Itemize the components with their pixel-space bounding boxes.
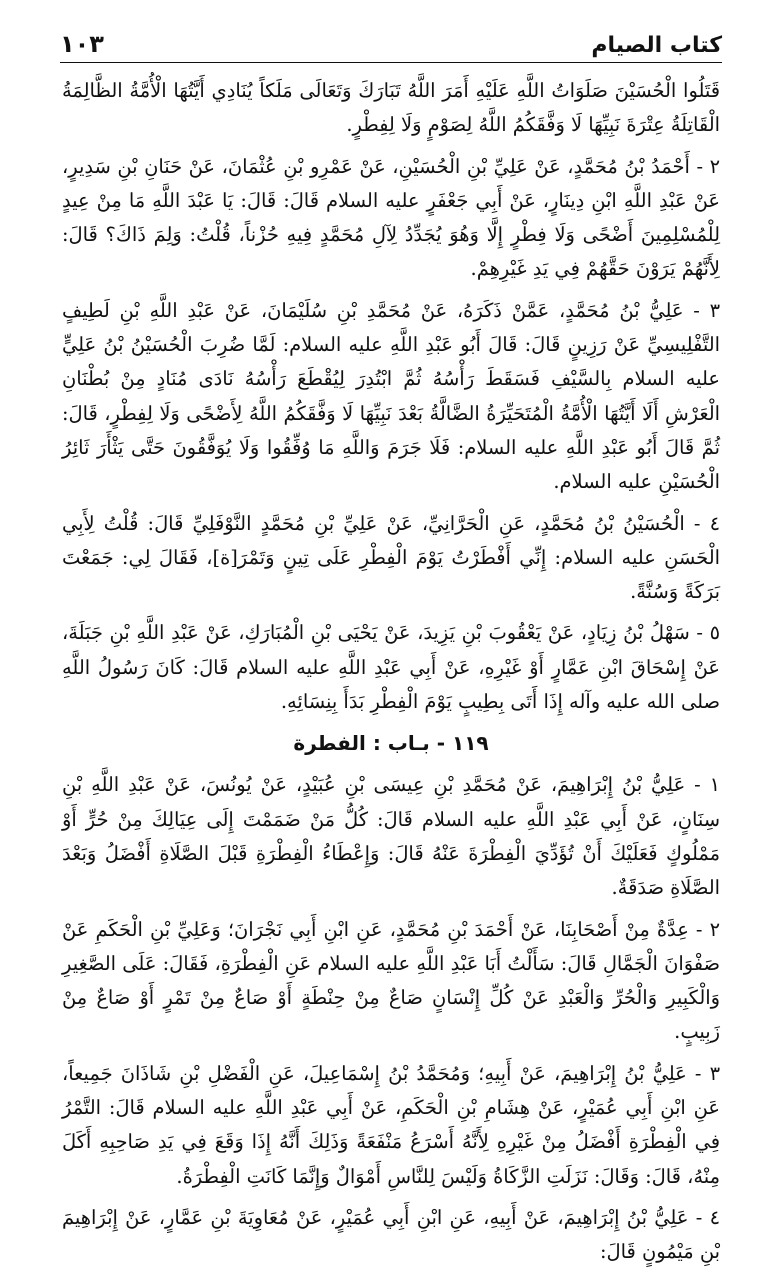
page-number: ١٠٣	[60, 30, 104, 58]
header-rule	[60, 62, 722, 63]
page-body	[62, 74, 720, 1277]
hadith-paragraph: ١ - عَلِيُّ بْنُ إِبْرَاهِيمَ، عَنْ مُحَمَّدِ بْنِ عِيسَى بْنِ عُبَيْدٍ، عَنْ يُونُسَ، عَنْ عَبْدِ اللَّهِ بْنِ سِنَانٍ، عَنْ أَبِي عَبْدِ اللَّهِ عليه السلام قَالَ: كُلُّ مَنْ ضَمَمْتَ إِلَى عِيَالِكَ مِنْ حُرٍّ أَوْ مَمْلُوكٍ فَعَلَيْكَ أَنْ تُؤَدِّيَ الْفِطْرَةَ عَنْهُ قَالَ: وَإِعْطَاءُ الْفِطْرَةِ قَبْلَ الصَّلَاةِ أَفْضَلُ وَبَعْدَ الصَّلَاةِ صَدَقَةٌ.	[62, 773, 720, 900]
hadith-paragraph: ٤ - الْحُسَيْنُ بْنُ مُحَمَّدٍ، عَنِ الْحَرَّانِيِّ، عَنْ عَلِيِّ بْنِ مُحَمَّدٍ النَّوْفَلِيِّ قَالَ: قُلْتُ لِأَبِي الْحَسَنِ عليه السلام: إِنِّي أَفْطَرْتُ يَوْمَ الْفِطْرِ عَلَى تِينٍ وَتَمْرَ[ة]، فَقَالَ لِي: جَمَعْتَ بَرَكَةً وَسُنَّةً.	[62, 511, 720, 604]
hadith-paragraph: ٣ - عَلِيُّ بْنُ مُحَمَّدٍ، عَمَّنْ ذَكَرَهُ، عَنْ مُحَمَّدِ بْنِ سُلَيْمَانَ، عَنْ عَبْدِ اللَّهِ بْنِ لَطِيفٍ التَّفْلِيسِيِّ عَنْ رَزِينٍ قَالَ: قَالَ أَبُو عَبْدِ اللَّهِ عليه السلام: لَمَّا ضُرِبَ الْحُسَيْنُ بْنُ عَلِيٍّ عليه السلام بِالسَّيْفِ فَسَقَطَ رَأْسُهُ ثُمَّ ابْتُدِرَ لِيُقْطَعَ رَأْسُهُ نَادَى مُنَادٍ مِنْ بُطْنَانِ الْعَرْشِ أَلَا أَيَّتُهَا الْأُمَّةُ الْمُتَحَيِّرَةُ الضَّالَّةُ بَعْدَ نَبِيِّهَا لَا وَفَّقَكُمُ اللَّهُ لِأَضْحًى وَلَا لِفِطْرٍ، قَالَ: ثُمَّ قَالَ أَبُو عَبْدِ اللَّهِ عليه السلام: فَلَا جَرَمَ وَاللَّهِ مَا وُفِّقُوا وَلَا يُوَفَّقُونَ حَتَّى يَثْأَرَ ثَائِرُ الْحُسَيْنِ عليه السلام.	[62, 298, 720, 494]
hadith-paragraph: ٢ - عِدَّةٌ مِنْ أَصْحَابِنَا، عَنْ أَحْمَدَ بْنِ مُحَمَّدٍ، عَنِ ابْنِ أَبِي نَجْرَانَ؛ وَعَلِيِّ بْنِ الْحَكَمِ عَنْ صَفْوَانَ الْجَمَّالِ قَالَ: سَأَلْتُ أَبَا عَبْدِ اللَّهِ عليه السلام عَنِ الْفِطْرَةِ، فَقَالَ: عَلَى الصَّغِيرِ وَالْكَبِيرِ وَالْحُرِّ وَالْعَبْدِ عَنْ كُلِّ إِنْسَانٍ صَاعٌ مِنْ حِنْطَةٍ أَوْ صَاعٌ مِنْ تَمْرٍ أَوْ صَاعٌ مِنْ زَبِيبٍ.	[62, 917, 720, 1044]
hadith-paragraph: قَتَلُوا الْحُسَيْنَ صَلَوَاتُ اللَّهِ عَلَيْهِ أَمَرَ اللَّهُ تَبَارَكَ وَتَعَالَى مَلَكاً يُنَادِي أَيَّتُهَا الْأُمَّةُ الظَّالِمَةُ الْقَاتِلَةُ عِتْرَةَ نَبِيِّهَا لَا وَفَّقَكُمُ اللَّهُ لِصَوْمٍ وَلَا لِفِطْرٍ.	[62, 79, 720, 137]
hadith-paragraph: ٢ - أَحْمَدُ بْنُ مُحَمَّدٍ، عَنْ عَلِيِّ بْنِ الْحُسَيْنِ، عَنْ عَمْرِو بْنِ عُثْمَانَ، عَنْ حَنَانِ بْنِ سَدِيرٍ، عَنْ عَبْدِ اللَّهِ ابْنِ دِينَارٍ، عَنْ أَبِي جَعْفَرٍ عليه السلام قَالَ: قَالَ: يَا عَبْدَ اللَّهِ مَا مِنْ عِيدٍ لِلْمُسْلِمِينَ أَضْحًى وَلَا فِطْرٍ إِلَّا وَهُوَ يُجَدِّدُ لِآلِ مُحَمَّدٍ فِيهِ حُزْناً، قُلْتُ: وَلِمَ ذَاكَ؟ قَالَ: لِأَنَّهُمْ يَرَوْنَ حَقَّهُمْ فِي يَدِ غَيْرِهِمْ.	[62, 154, 720, 281]
book-title: كتاب الصيام	[591, 33, 722, 58]
chapter-heading: ١١٩ - بـاب : الفطرة	[293, 731, 489, 756]
hadith-paragraph: ٥ - سَهْلُ بْنُ زِيَادٍ، عَنْ يَعْقُوبَ بْنِ يَزِيدَ، عَنْ يَحْيَى بْنِ الْمُبَارَكِ، عَنْ عَبْدِ اللَّهِ بْنِ جَبَلَةَ، عَنْ إِسْحَاقَ ابْنِ عَمَّارٍ أَوْ غَيْرِهِ، عَنْ أَبِي عَبْدِ اللَّهِ عليه السلام قَالَ: كَانَ رَسُولُ اللَّهِ صلى الله عليه وآله إِذَا أَتَى بِطِيبٍ يَوْمَ الْفِطْرِ بَدَأَ بِنِسَائِهِ.	[62, 621, 720, 714]
hadith-paragraph: ٤ - عَلِيُّ بْنُ إِبْرَاهِيمَ، عَنْ أَبِيهِ، عَنِ ابْنِ أَبِي عُمَيْرٍ، عَنْ مُعَاوِيَةَ بْنِ عَمَّارٍ، عَنْ إِبْرَاهِيمَ بْنِ مَيْمُونٍ قَالَ:	[62, 1205, 720, 1264]
hadith-paragraph: ٣ - عَلِيُّ بْنُ إِبْرَاهِيمَ، عَنْ أَبِيهِ؛ وَمُحَمَّدُ بْنُ إِسْمَاعِيلَ، عَنِ الْفَضْلِ بْنِ شَاذَانَ جَمِيعاً، عَنِ ابْنِ أَبِي عُمَيْرٍ، عَنْ هِشَامِ بْنِ الْحَكَمِ، عَنْ أَبِي عَبْدِ اللَّهِ عليه السلام قَالَ: التَّمْرُ فِي الْفِطْرَةِ أَفْضَلُ مِنْ غَيْرِهِ لِأَنَّهُ أَسْرَعُ مَنْفَعَةً وَذَلِكَ أَنَّهُ إِذَا وَقَعَ فِي يَدِ صَاحِبِهِ أَكَلَ مِنْهُ، قَالَ: وَقَالَ: نَزَلَتِ الزَّكَاةُ وَلَيْسَ لِلنَّاسِ أَمْوَالٌ وَإِنَّمَا كَانَتِ الْفِطْرَةُ.	[62, 1061, 720, 1188]
page-header	[60, 28, 722, 58]
